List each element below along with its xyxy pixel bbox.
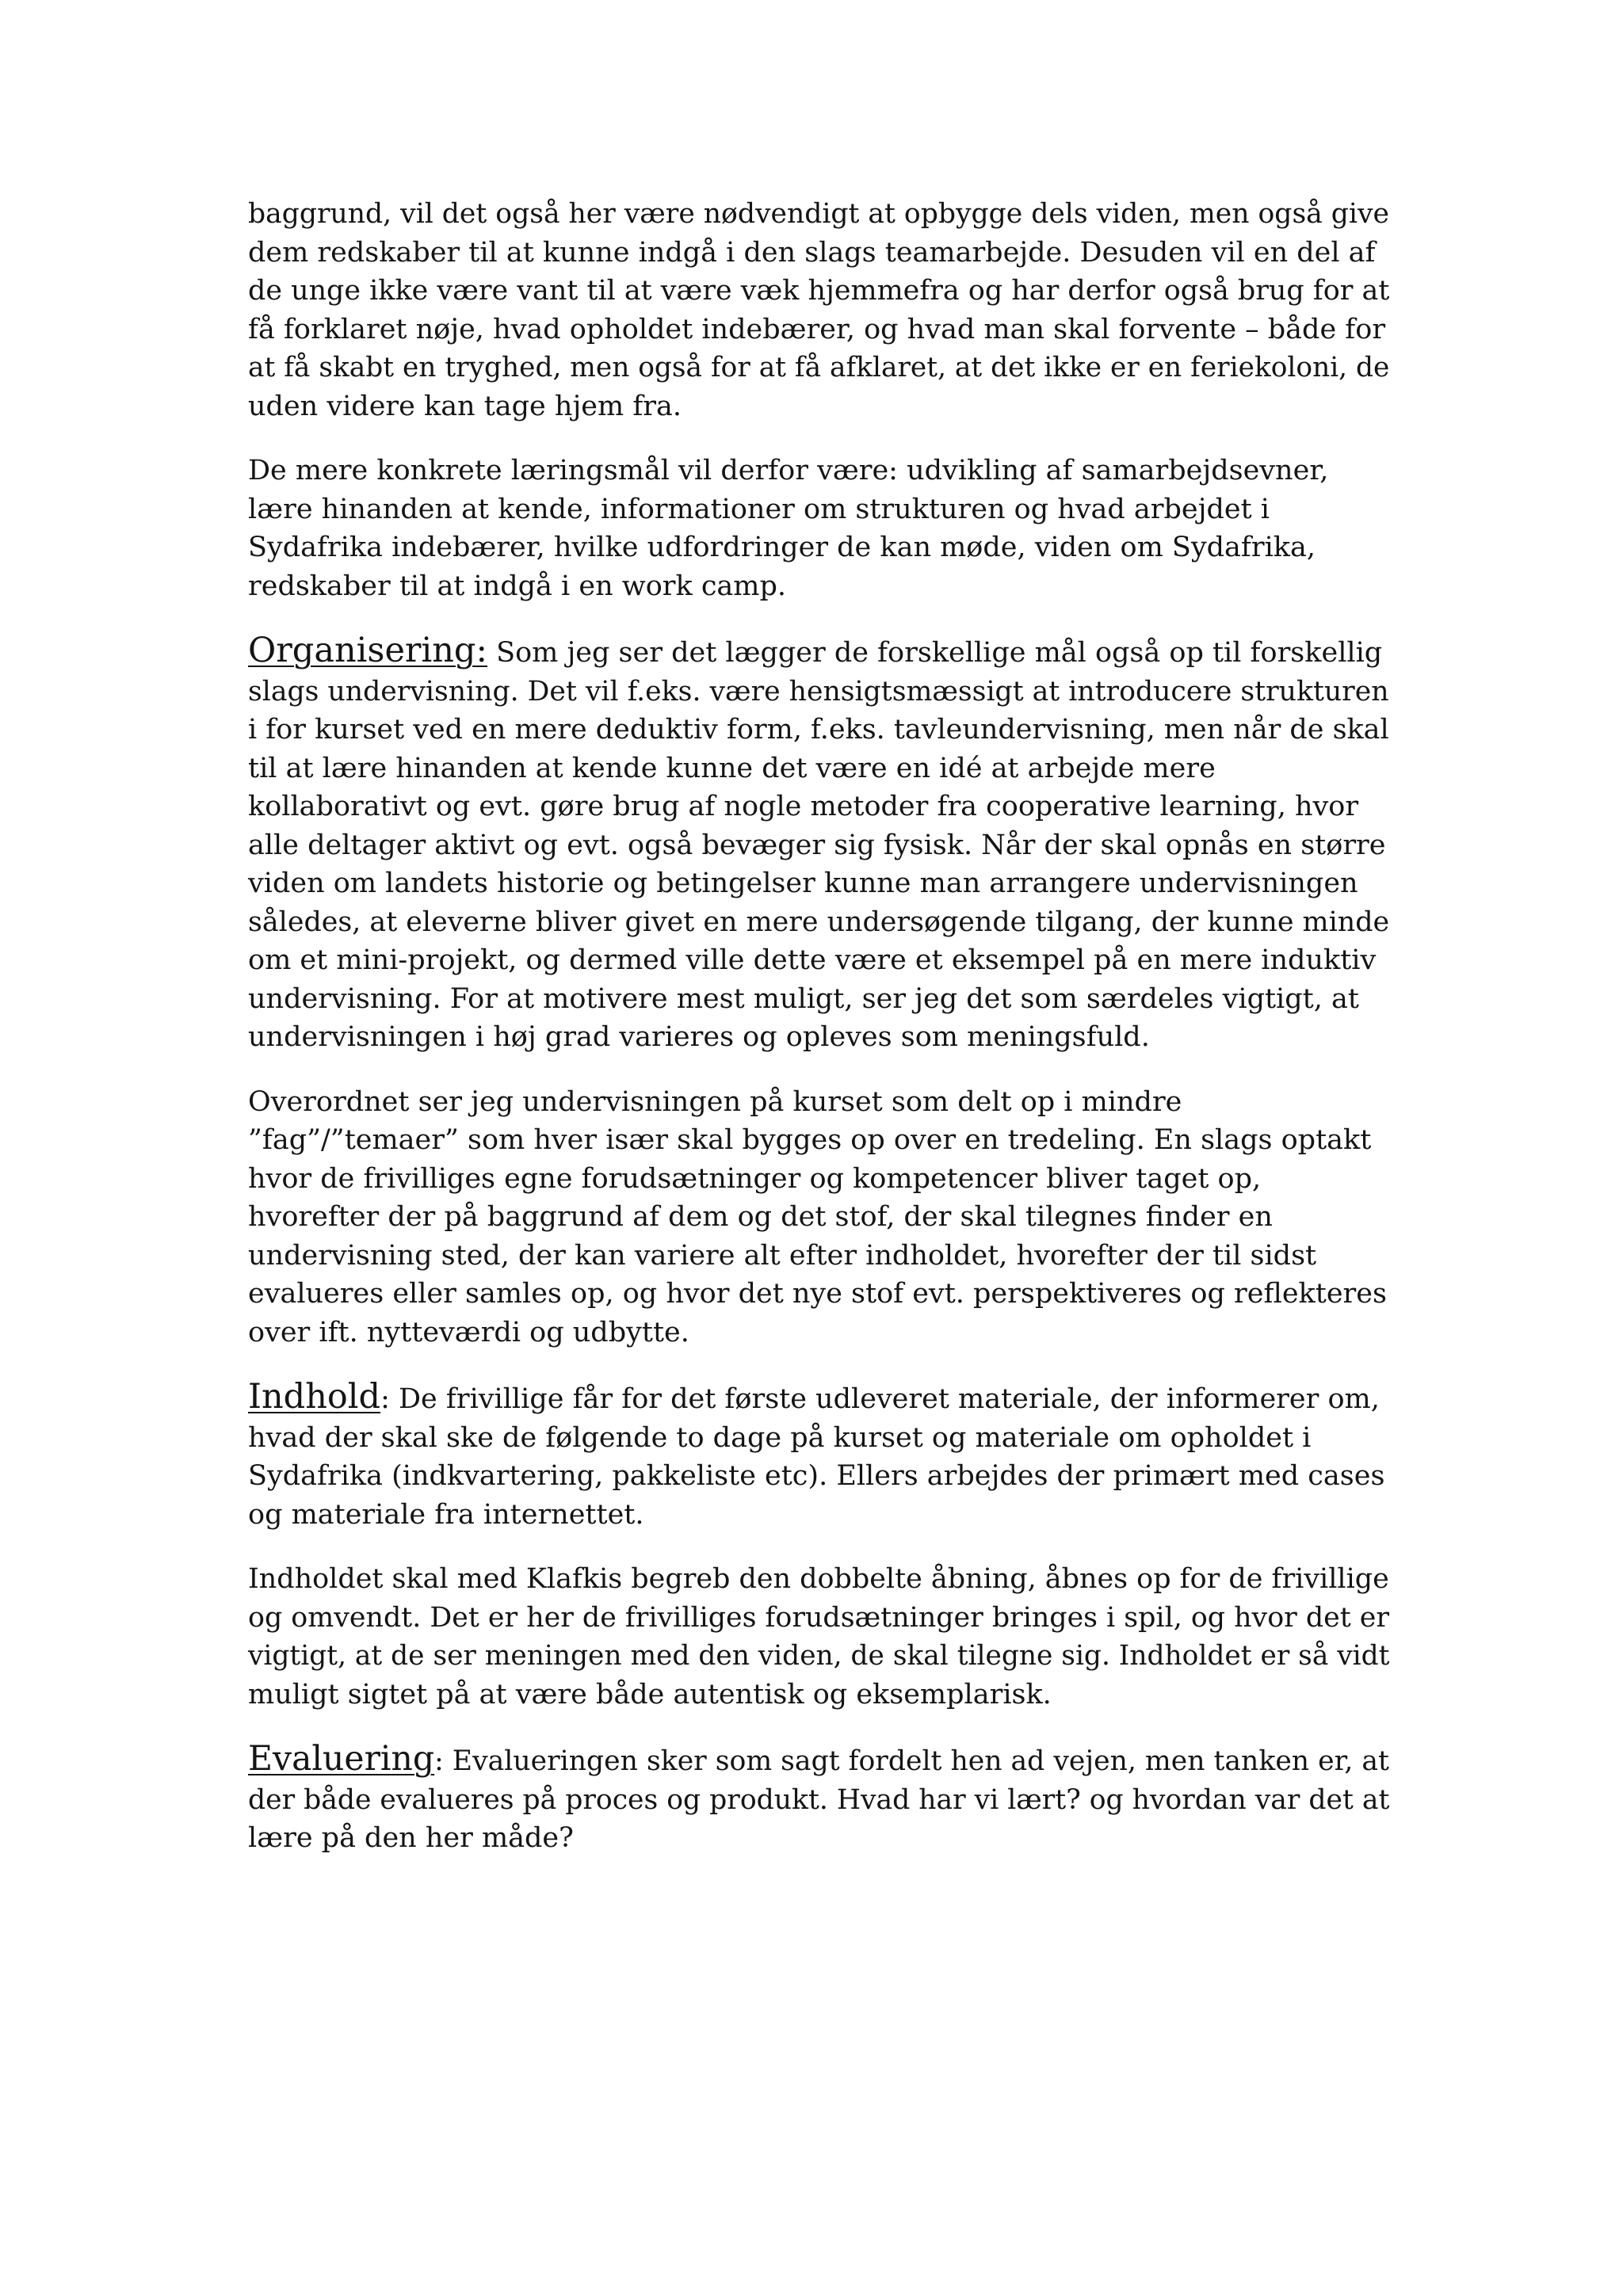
text-line: undervisning. For at motivere mest muligt, ser jeg det som særdeles vigtigt, at [248,982,1359,1015]
section-heading-evaluering: Evaluering [248,1739,435,1779]
text-line: over ift. nytteværdi og udbytte. [248,1316,689,1348]
text-line: uden videre kan tage hjem fra. [248,390,682,422]
heading-colon: : [475,631,487,670]
paragraph [248,1740,1389,1858]
text-line: undervisning sted, der kan variere alt efter indholdet, hvorefter der til sidst [248,1239,1317,1272]
text-line: vigtigt, at de ser meningen med den viden, de skal tilegne sig. Indholdet er så vidt [248,1640,1390,1672]
text-line: viden om landets historie og betingelser kunne man arrangere undervisningen [248,868,1358,899]
text-line: evalueres eller samles op, og hvor det nye stof evt. perspektiveres og reflekteres [248,1278,1387,1310]
text-line: Indholdet skal med Klafkis begreb den dobbelte åbning, åbnes op for de frivillige [248,1563,1389,1595]
text-line [248,1739,1389,1781]
text-line: få forklaret nøje, hvad opholdet indebærer, og hvad man skal forvente – både for [248,313,1386,345]
text-line: Sydafrika indebærer, hvilke udfordringer de kan møde, viden om Sydafrika, [248,532,1316,563]
text-line: om et mini-projekt, og dermed ville dette være et eksempel på en mere induktiv [248,944,1377,976]
paragraph [248,631,1389,1057]
paragraph [248,195,1389,425]
text-line: hvad der skal ske de følgende to dage på kurset og materiale om opholdet i [248,1421,1312,1454]
text-line: ”fag”/”temaer” som hver især skal bygges op over en tredeling. En slags optakt [248,1124,1372,1156]
text-line-content: : De frivillige får for det første udleveret materiale, der informerer om, [380,1383,1380,1415]
text-line: lære på den her måde? [248,1822,574,1854]
text-line: kollaborativt og evt. gøre brug af nogle metoder fra cooperative learning, hvor [248,791,1359,822]
text-line: redskaber til at indgå i en work camp. [248,570,787,602]
text-line: i for kurset ved en mere deduktiv form, f.eks. tavleundervisning, men når de skal [248,714,1389,746]
paragraph [248,452,1389,605]
text-line [248,1378,1389,1419]
text-line: til at lære hinanden at kende kunne det være en idé at arbejde mere [248,752,1216,784]
text-line: således, at eleverne bliver givet en mere undersøgende tilgang, der kunne minde [248,906,1390,938]
text-line: dem redskaber til at kunne indgå i den slags teamarbejde. Desuden vil en del af [248,236,1376,269]
text-line: de unge ikke være vant til at være væk hjemmefra og har derfor også brug for at [248,275,1390,307]
text-line [248,631,1389,673]
text-line: undervisningen i høj grad varieres og opleves som meningsfuld. [248,1021,1150,1053]
text-line: muligt sigtet på at være både autentisk og eksemplarisk. [248,1678,1052,1711]
text-line: lære hinanden at kende, informationer om strukturen og hvad arbejdet i [248,493,1270,525]
text-line: Overordnet ser jeg undervisningen på kurset som delt op i mindre [248,1085,1182,1118]
document-page [248,195,1389,1884]
text-line: Sydafrika (indkvartering, pakkeliste etc). Ellers arbejdes der primært med cases [248,1460,1385,1492]
text-line: baggrund, vil det også her være nødvendigt at opbygge dels viden, men også give [248,198,1389,230]
section-heading-organisering: Organisering [248,631,476,670]
section-heading-indhold: Indhold [248,1377,381,1417]
text-line: alle deltager aktivt og evt. også bevæger sig fysisk. Når der skal opnås en større [248,829,1386,861]
text-line: der både evalueres på proces og produkt. Hvad har vi lært? og hvordan var det at [248,1783,1390,1816]
text-line: at få skabt en tryghed, men også for at få afklaret, at det ikke er en feriekoloni, de [248,352,1390,383]
paragraph [248,1083,1389,1352]
text-line: og omvendt. Det er her de frivilliges forudsætninger bringes i spil, og hvor det er [248,1601,1390,1634]
text-line-content: Som jeg ser det lægger de forskellige mål også op til forskellig [487,637,1383,669]
text-line: De mere konkrete læringsmål vil derfor være: udvikling af samarbejdsevner, [248,455,1329,486]
text-line: slags undervisning. Det vil f.eks. være hensigtsmæssigt at introducere strukturen [248,675,1389,707]
text-line-content: : Evalueringen sker som sagt fordelt hen ad vejen, men tanken er, at [434,1745,1389,1777]
text-line: og materiale fra internettet. [248,1498,644,1531]
text-line: hvor de frivilliges egne forudsætninger og kompetencer bliver taget op, [248,1162,1262,1195]
paragraph [248,1560,1389,1714]
paragraph [248,1378,1389,1534]
text-line: hvorefter der på baggrund af dem og det stof, der skal tilegnes finder en [248,1201,1273,1233]
